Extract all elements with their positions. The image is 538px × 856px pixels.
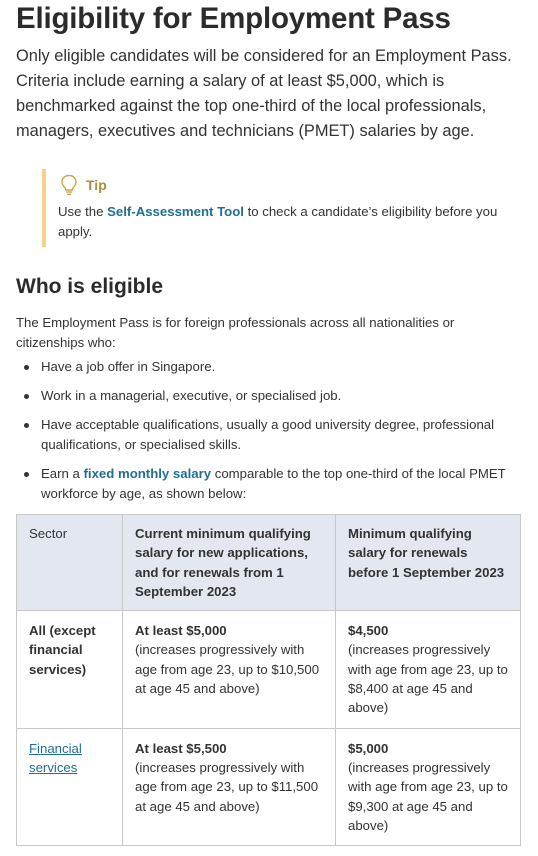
renewal-salary-cell (336, 611, 521, 728)
column-header-renewal: Minimum qualifying salary for renewals before 1 September 2023 (336, 515, 521, 611)
section-heading: Who is eligible (16, 275, 164, 298)
list-item (16, 464, 522, 504)
list-item (16, 357, 522, 377)
fixed-monthly-salary-link[interactable]: fixed monthly salary (83, 466, 212, 481)
list-item (16, 386, 522, 406)
current-salary-cell (123, 611, 336, 728)
tip-header (60, 174, 107, 196)
bullet-text-after: comparable to the top one-third of the local PMET workforce by age, as shown below: (41, 466, 506, 501)
bullet-icon (24, 394, 29, 399)
renewal-amount: $4,500 (348, 623, 389, 639)
current-note: (increases progressively with age from age 23, up to $11,500 at age 45 and above) (135, 759, 319, 814)
column-header-sector: Sector (17, 515, 123, 611)
bullet-icon (24, 472, 29, 477)
renewal-salary-cell (336, 728, 521, 845)
table-header-row (17, 515, 521, 611)
tip-title: Tip (86, 177, 107, 193)
renewal-amount: $5,000 (348, 740, 389, 756)
current-amount: At least $5,500 (135, 740, 227, 756)
bullet-icon (24, 423, 29, 428)
tip-text (58, 202, 510, 242)
sector-name: All (except financial services) (29, 623, 96, 677)
tip-callout (42, 169, 526, 247)
lead-paragraph: Only eligible candidates will be considered for an Employment Pass. Criteria include earning a salary of at least $5,000, which is benchmarked against the top one-third of the local professionals, managers, executives and technicians (PMET) salaries by age. (16, 47, 512, 140)
tip-text-after: to check a candidate’s eligibility before you apply. (58, 204, 498, 239)
self-assessment-tool-link[interactable]: Self-Assessment Tool (107, 204, 244, 219)
list-item (16, 415, 522, 455)
bullet-text: Have acceptable qualifications, usually a good university degree, professional qualifications, or specialised skills. (41, 417, 495, 452)
financial-services-link[interactable]: Financial services (29, 740, 82, 775)
section-intro: The Employment Pass is for foreign professionals across all nationalities or citizenships who: (16, 315, 455, 350)
sector-cell (17, 611, 123, 728)
salary-table (16, 514, 521, 846)
current-salary-cell (123, 728, 336, 845)
bullet-icon (24, 365, 29, 370)
bullet-text-before: Earn a (41, 466, 84, 481)
current-amount: At least $5,000 (135, 623, 227, 639)
eligibility-criteria-list (16, 357, 522, 513)
table-row (17, 611, 521, 728)
lightbulb-icon (60, 174, 78, 196)
tip-text-before: Use the (58, 204, 108, 219)
sector-cell (17, 728, 123, 845)
renewal-note: (increases progressively with age from age 23, up to $8,400 at age 45 and above) (348, 642, 508, 716)
bullet-text: Have a job offer in Singapore. (41, 359, 216, 374)
bullet-text: Work in a managerial, executive, or specialised job. (41, 388, 342, 403)
page-title: Eligibility for Employment Pass (16, 2, 451, 35)
current-note: (increases progressively with age from age 23, up to $10,500 at age 45 and above) (135, 642, 320, 697)
table-row (17, 728, 521, 845)
renewal-note: (increases progressively with age from age 23, up to $9,300 at age 45 and above) (348, 759, 508, 833)
column-header-current: Current minimum qualifying salary for new applications, and for renewals from 1 September 2023 (123, 515, 336, 611)
